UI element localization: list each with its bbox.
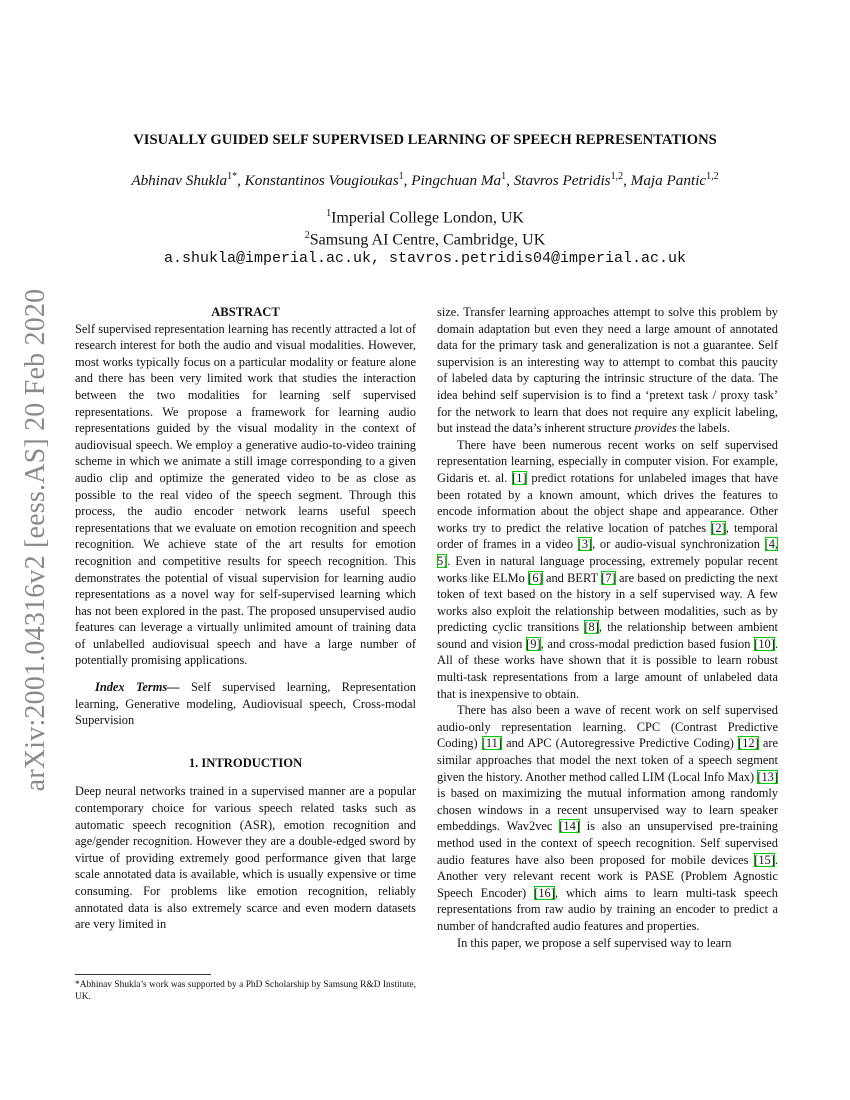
intro-paragraph-continued: [437, 304, 778, 437]
citation-link[interactable]: [8]: [584, 620, 599, 635]
paragraph-text: size. Transfer learning approaches attempt to solve this problem by domain adaptation but even they need a large amount of annotated data for the primary task and generalization is not a guarantee. Self supervision is an interesting way to attempt to combat this paucity of labeled data by capturing the intrinsic structure of the data. The idea behind self supervision is to find a ‘pretext task / proxy task’ for the network to learn that does not require any explicit labeling, but instead the data’s inherent structure: [437, 305, 778, 436]
author-name: Konstantinos Vougioukas: [244, 172, 399, 190]
index-terms-text: Self supervised learning, Representation learning, Generative modeling, Audiovisual speech, Cross-modal Supervision: [75, 680, 416, 728]
author-name: Maja Pantic: [630, 172, 707, 190]
abstract-heading: ABSTRACT: [211, 305, 280, 319]
arxiv-identifier-text: arXiv:2001.04316v2 [eess.AS] 20 Feb 2020: [20, 288, 51, 792]
author-affiliation-mark: 1: [501, 171, 507, 182]
right-column: [437, 304, 778, 951]
citation-link[interactable]: [15]: [754, 852, 775, 867]
left-column: [75, 304, 416, 933]
paragraph-text: is also an unsupervised pre-training method used in the context of speech recognition. Self supervised audio features have also been proposed for mobile devices: [437, 819, 779, 867]
paragraph-text: . Another very relevant recent work is PASE (Problem Agnostic Speech Encoder): [437, 852, 778, 900]
intro-paragraph: In this paper, we propose a self supervised way to learn: [457, 935, 732, 950]
citation-link[interactable]: [4, 5]: [437, 537, 778, 568]
affiliation-text: Samsung AI Centre, Cambridge, UK: [309, 231, 546, 249]
citation-link[interactable]: [12]: [738, 736, 759, 751]
footnote: *Abhinav Shukla’s work was supported by a PhD Scholarship by Samsung R&D Institute, UK.: [75, 980, 416, 1003]
paragraph-text: and APC (Autoregressive Predictive Coding): [501, 736, 739, 751]
citation-link[interactable]: [11]: [481, 736, 502, 751]
citation-link[interactable]: [3]: [577, 537, 593, 552]
paragraph-text: are based on predicting the next token of text based on the history in a self supervised way. A few works also exploit the relationship between modalities, such as by predicting cyclic transitions: [437, 570, 778, 635]
author-affiliation-mark: 1: [398, 171, 404, 182]
author-name: Stavros Petridis: [513, 172, 611, 190]
author-affiliation-mark: 1*: [227, 171, 238, 182]
citation-link[interactable]: [16]: [534, 885, 555, 900]
paragraph-text: . All of these works have shown that it is possible to learn robust multi-task representations from a large amount of unlabeled data that is inexpensive to obtain.: [437, 636, 778, 701]
arxiv-identifier: [14, 285, 58, 795]
affiliation-mark: 2: [304, 230, 310, 241]
author-name: Abhinav Shukla: [131, 172, 228, 190]
footnote-divider: [75, 974, 211, 975]
paragraph-text: , or audio-visual synchronization: [592, 537, 765, 552]
affiliation: [100, 230, 750, 249]
author-emails: a.shukla@imperial.ac.uk, stavros.petridis04@imperial.ac.uk: [163, 250, 687, 267]
citation-link[interactable]: [9]: [526, 636, 541, 651]
affiliation-mark: 1: [326, 208, 332, 219]
citation-link[interactable]: [7]: [601, 570, 616, 585]
intro-paragraph: [437, 437, 778, 703]
author-affiliation-mark: 1,2: [610, 171, 624, 182]
paragraph-text: There has also been a wave of recent work on self supervised audio-only representation learning. CPC (Contrast Predictive Coding): [437, 703, 778, 751]
index-terms-label: Index Terms—: [95, 680, 180, 695]
paragraph-text: , temporal order of frames in a video: [437, 520, 778, 552]
citation-link[interactable]: [13]: [757, 769, 778, 784]
affiliation: [100, 208, 750, 227]
paragraph-text: predict rotations for unlabeled images that have been rotated by a known amount, which drives the features to encode information about the object shape and appearance. Other works try to predict the relative location of patches: [437, 470, 778, 535]
paragraph-text: There have been numerous recent works on self supervised representation learning, especially in computer vision. For example, Gidaris et. al.: [437, 437, 778, 485]
citation-link[interactable]: [6]: [528, 570, 543, 585]
author-list: Abhinav Shukla$^{1*}$, Konstantinos Vougioukas$^1$, Pingchuan Ma$^1$, Stavros Petridis$^{1,2}$, Maja Pantic$^{1,2}$: [131, 171, 719, 190]
citation-link[interactable]: [14]: [559, 819, 580, 834]
section-heading-introduction: 1. INTRODUCTION: [188, 755, 303, 770]
paragraph-text: is based on maximizing the mutual information among randomly chosen windows in a recent unsupervised way to learn speaker embeddings. Wav2vec: [437, 786, 778, 834]
affiliation-text: Imperial College London, UK: [331, 209, 524, 227]
paragraph-text: and BERT: [542, 570, 602, 585]
paragraph-text: are similar approaches that model the next token of a speech segment given the history. Another method called LIM (Local Info Max): [437, 736, 778, 784]
abstract-body: Self supervised representation learning has recently attracted a lot of research interest for both the audio and visual modalities. However, most works typically focus on a particular modality or feature alone and there has been very limited work that studies the interaction between the two modalities for learning self supervised representations. We propose a framework for learning audio representations guided by the visual modality in the context of audiovisual speech. We employ a generative audio-to-video training scheme in which we animate a still image corresponding to a given audio clip and optimize the generated video to be as close as possible to the real video of the speech segment. Through this process, the audio encoder network learns useful speech representations that we evaluate on emotion recognition and speech recognition. We achieve state of the art results for emotion recognition and competitive results for speech recognition. This demonstrates the potential of visual supervision for learning audio representations as a novel way for self-supervised learning which has not been explored in the past. The proposed unsupervised audio features can leverage a virtually unlimited amount of training data of unlabelled audiovisual speech and have a large number of potentially promising applications.: [75, 321, 416, 668]
citation-link[interactable]: [2]: [711, 520, 726, 535]
paragraph-text: . Even in natural language processing, extremely popular recent works like ELMo: [437, 553, 778, 585]
paragraph-text: , which aims to learn multi-task speech representations from raw audio by training an encoder to predict a number of handcrafted audio features and properties.: [437, 885, 778, 933]
citation-link[interactable]: [1]: [512, 470, 527, 485]
paragraph-text: , and cross-modal prediction based fusion: [540, 636, 755, 651]
paragraph-text: , the relationship between ambient sound and vision: [437, 620, 778, 651]
paragraph-text: the labels.: [676, 421, 731, 436]
author-affiliation-mark: 1,2: [706, 171, 719, 182]
author-name: Pingchuan Ma: [411, 172, 502, 190]
index-terms: [75, 679, 416, 729]
emphasis-text: provides: [634, 421, 677, 436]
intro-paragraph: Deep neural networks trained in a supervised manner are a popular contemporary choice for various speech related tasks such as automatic speech recognition (ASR), emotion recognition and age/gender recognition. However they are a double-edged sword by virtue of providing extremely good performance given that large scale annotated data is available, which is usually expensive or time consuming. For problems like emotion recognition, reliably annotated data is also extremely scarce and even modern datasets are very limited in: [75, 784, 416, 932]
paper-title: VISUALLY GUIDED SELF SUPERVISED LEARNING OF SPEECH REPRESENTATIONS: [133, 132, 717, 148]
intro-paragraph: [437, 702, 778, 934]
citation-link[interactable]: [10]: [754, 636, 775, 651]
